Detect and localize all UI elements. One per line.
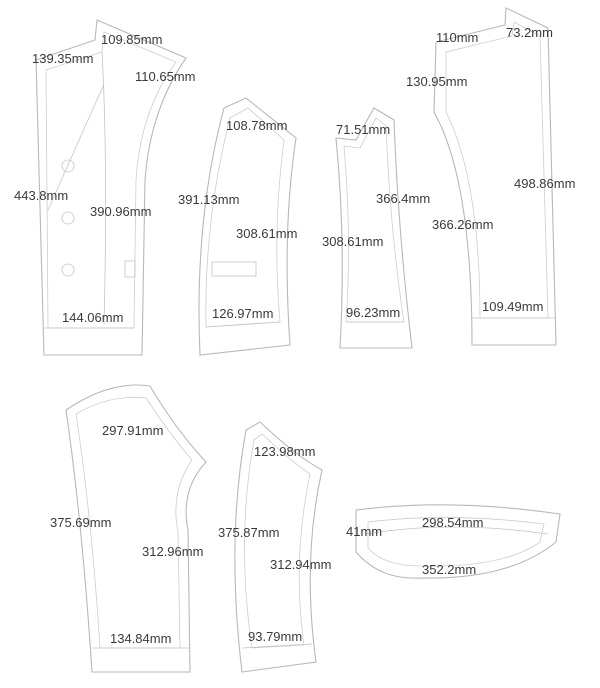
- dim-label: 109.85mm: [101, 32, 163, 47]
- dim-label: 41mm: [346, 524, 383, 539]
- dim-label: 297.91mm: [102, 423, 164, 438]
- dim-label: 134.84mm: [110, 631, 172, 646]
- dim-label: 308.61mm: [236, 226, 298, 241]
- dim-label: 139.35mm: [32, 51, 94, 66]
- side-back-panel: [322, 108, 430, 348]
- dim-label: 110mm: [436, 30, 479, 45]
- dim-label: 110.65mm: [135, 69, 196, 84]
- dim-label: 375.87mm: [218, 525, 280, 540]
- front-panel: [14, 20, 195, 355]
- dim-label: 96.23mm: [346, 305, 401, 320]
- under-sleeve: [218, 422, 331, 672]
- dim-label: 73.2mm: [506, 25, 553, 40]
- side-front-panel: [178, 98, 297, 355]
- dim-label: 375.69mm: [50, 515, 112, 530]
- dim-label: 366.4mm: [376, 191, 431, 206]
- dim-label: 71.51mm: [336, 122, 391, 137]
- dim-label: 108.78mm: [226, 118, 288, 133]
- dim-label: 391.13mm: [178, 192, 240, 207]
- dim-label: 109.49mm: [482, 299, 544, 314]
- dim-label: 126.97mm: [212, 306, 274, 321]
- dim-label: 498.86mm: [514, 176, 576, 191]
- dim-label: 298.54mm: [422, 515, 484, 530]
- collar: [346, 505, 560, 578]
- dim-label: 312.96mm: [142, 544, 204, 559]
- dim-label: 312.94mm: [270, 557, 332, 572]
- back-panel: [406, 8, 575, 345]
- dim-label: 390.96mm: [90, 204, 152, 219]
- dim-label: 443.8mm: [14, 188, 69, 203]
- dim-label: 308.61mm: [322, 234, 384, 249]
- dim-label: 366.26mm: [432, 217, 494, 232]
- dim-label: 130.95mm: [406, 74, 468, 89]
- dim-label: 352.2mm: [422, 562, 477, 577]
- top-sleeve: [50, 385, 206, 672]
- dim-label: 144.06mm: [62, 310, 124, 325]
- dim-label: 93.79mm: [248, 629, 303, 644]
- dim-label: 123.98mm: [254, 444, 316, 459]
